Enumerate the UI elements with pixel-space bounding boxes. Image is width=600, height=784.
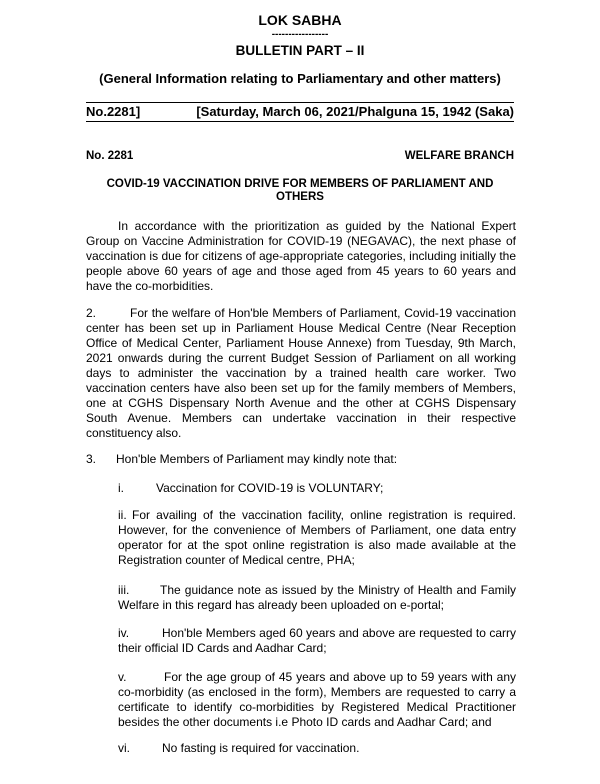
list-item <box>118 583 516 613</box>
house-title: LOK SABHA <box>258 12 342 28</box>
top-rule <box>86 102 514 103</box>
list-item <box>118 508 516 568</box>
paragraph-3-text: Hon'ble Members of Parliament may kindly note that: <box>116 452 398 466</box>
item-text: Vaccination for COVID-19 is VOLUNTARY; <box>156 481 384 495</box>
list-item <box>118 670 516 730</box>
item-numeral: v. <box>118 670 127 684</box>
notice-branch: WELFARE BRANCH <box>404 150 514 162</box>
issue-number: No.2281] <box>86 104 141 119</box>
paragraph-1 <box>86 219 516 294</box>
item-numeral: iii. <box>118 583 130 597</box>
list-item <box>118 481 516 496</box>
list-item <box>118 741 516 756</box>
subject-line-1: COVID-19 VACCINATION DRIVE FOR MEMBERS OF PARLIAMENT AND <box>106 178 494 190</box>
paragraph-3-number: 3. <box>86 452 97 466</box>
item-text: No fasting is required for vaccination. <box>162 741 360 755</box>
notice-subject <box>86 178 514 204</box>
bottom-rule <box>86 121 514 122</box>
item-numeral: vi. <box>118 741 130 755</box>
item-text: For availing of the vaccination facility, online registration is required. However, for the convenience of Members of Parliament, one data entry operator for at the spot online registration is also made available at the Registration counter of Medical centre, PHA; <box>118 508 516 567</box>
title-separator: ----------------- <box>271 29 329 40</box>
paragraph-2-text: For the welfare of Hon'ble Members of Parliament, Covid-19 vaccination center has been set up in Parliament House Medical Centre (Near Reception Office of Medical Center, Parliament House Annexe) from Tuesday, 9th March, 2021 onwards during the current Budget Session of Parliament on all working days to administer the vaccination by a trained health care worker. Two vaccination centers have also been set up for the family members of Members, one at CGHS Dispensary North Avenue and the other at CGHS Dispensary South Avenue. Members can undertake vaccination in their respective constituency also. <box>86 306 516 440</box>
paragraph-1-text: In accordance with the prioritization as guided by the National Expert Group on Vaccine Administration for COVID-19 (NEGAVAC), the next phase of vaccination is due for citizens of age-appropriate categories, including initially the people above 60 years of age and those aged from 45 years to 60 years and have the co-morbidities. <box>86 219 516 293</box>
paragraph-3 <box>86 452 516 467</box>
item-numeral: iv. <box>118 626 130 640</box>
notice-number: No. 2281 <box>86 150 134 162</box>
item-numeral: i. <box>118 481 124 495</box>
item-text: For the age group of 45 years and above up to 59 years with any co-morbidity (as enclosed in the form), Members are requested to carry a certificate to identify co-morbidities by Registered Medical Practitioner besides the other documents i.e Photo ID cards and Aadhar Card; and <box>118 670 516 729</box>
item-text: Hon'ble Members aged 60 years and above are requested to carry their official ID Cards and Aadhar Card; <box>118 626 516 655</box>
bulletin-subtitle: (General Information relating to Parliamentary and other matters) <box>99 71 501 86</box>
issue-date: [Saturday, March 06, 2021/Phalguna 15, 1942 (Saka) <box>196 104 514 119</box>
paragraph-2 <box>86 306 516 441</box>
list-item <box>118 626 516 656</box>
issue-line <box>86 104 514 120</box>
subject-line-2: OTHERS <box>276 191 324 203</box>
bulletin-title: BULLETIN PART – II <box>235 43 365 58</box>
item-numeral: ii. <box>118 508 127 522</box>
paragraph-2-number: 2. <box>86 306 97 320</box>
item-text: The guidance note as issued by the Ministry of Health and Family Welfare in this regard has already been uploaded on e-portal; <box>118 583 516 612</box>
